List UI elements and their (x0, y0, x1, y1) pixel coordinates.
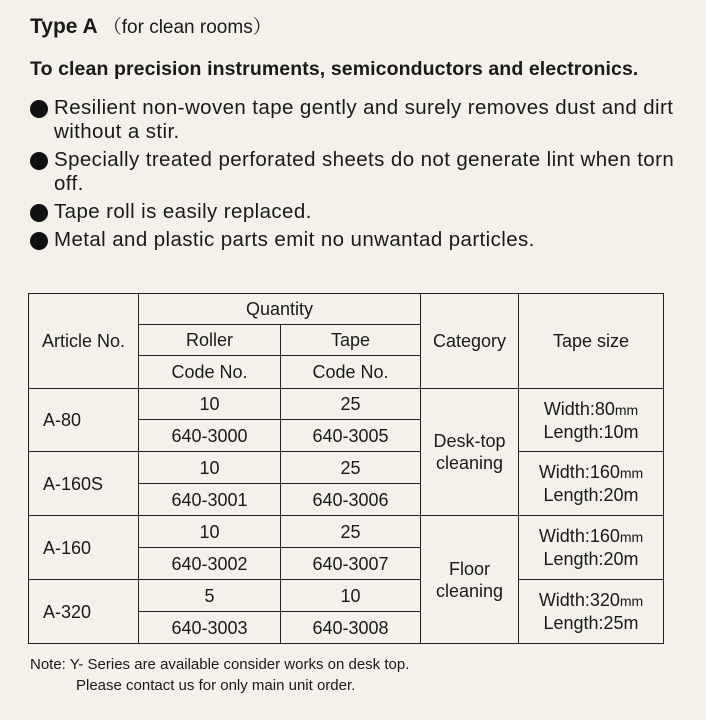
tape-qty-cell: 25 (281, 452, 421, 484)
bullet-dot-icon (30, 100, 48, 118)
tape-code-cell: 640-3006 (281, 484, 421, 516)
unit-mm: mm (614, 401, 639, 418)
category-line: Floor (448, 558, 490, 579)
tape-qty-cell: 10 (281, 580, 421, 612)
tape-code-cell: 640-3008 (281, 612, 421, 644)
table-row (29, 580, 664, 612)
tape-size-cell (519, 580, 664, 644)
feature-text: Specially treated perforated sheets do not generate lint when torn off. (54, 148, 675, 195)
feature-item (30, 228, 680, 252)
header-article: Article No. (29, 294, 139, 389)
tape-length: Length:10m (543, 421, 639, 442)
header-row (29, 294, 664, 325)
category-line: cleaning (435, 453, 504, 473)
category-line: cleaning (435, 580, 504, 601)
tape-length: Length:20m (543, 549, 639, 569)
category-cell-floor (421, 516, 519, 644)
roller-code-cell: 640-3000 (139, 420, 281, 452)
tape-size-cell (519, 516, 664, 580)
roller-code-cell: 640-3003 (139, 612, 281, 644)
feature-text: Resilient non-woven tape gently and surely removes dust and dirt without a stir. (54, 96, 674, 143)
header-roller: Roller (139, 325, 281, 356)
tape-size-cell (519, 389, 664, 452)
tape-width: Width:160 (538, 462, 620, 482)
feature-text: Metal and plastic parts emit no unwantad particles. (54, 228, 535, 251)
header-quantity: Quantity (139, 294, 421, 325)
header-tape-size: Tape size (519, 294, 664, 389)
note-line: Please contact us for only main unit order. (76, 677, 356, 694)
category-cell-desk-top (421, 389, 519, 516)
spec-table (28, 293, 664, 644)
roller-qty-cell: 5 (139, 580, 281, 612)
feature-item (30, 200, 680, 224)
tape-qty-cell: 25 (281, 389, 421, 420)
bullet-dot-icon (30, 204, 48, 222)
unit-mm: mm (619, 465, 644, 481)
table-row (29, 516, 664, 548)
category-line: Desk-top (433, 431, 506, 451)
tape-qty-cell: 25 (281, 516, 421, 548)
bullet-dot-icon (30, 152, 48, 170)
unit-mm: mm (619, 593, 644, 609)
article-cell: A-80 (29, 389, 139, 452)
title-main: Type A (30, 15, 97, 38)
article-cell: A-160S (29, 452, 139, 516)
roller-qty-cell: 10 (139, 516, 281, 548)
tape-code-cell: 640-3005 (281, 420, 421, 452)
roller-code-cell: 640-3002 (139, 548, 281, 580)
roller-qty-cell: 10 (139, 452, 281, 484)
article-cell: A-320 (29, 580, 139, 644)
unit-mm: mm (619, 529, 644, 545)
lead-sentence: To clean precision instruments, semiconductors and electronics. (30, 58, 639, 80)
article-cell: A-160 (29, 516, 139, 580)
page-title (30, 12, 272, 39)
roller-code-cell: 640-3001 (139, 484, 281, 516)
feature-text: Tape roll is easily replaced. (54, 200, 312, 223)
tape-width: Width:320 (538, 590, 620, 610)
bullet-dot-icon (30, 232, 48, 250)
tape-length: Length:25m (543, 613, 639, 633)
note-line: Note: Y- Series are available consider works on desk top. (30, 656, 410, 673)
table-row (29, 452, 664, 484)
feature-item (30, 96, 680, 144)
tape-width: Width:160 (538, 526, 620, 546)
feature-item (30, 148, 680, 196)
roller-qty-cell: 10 (139, 389, 281, 420)
header-tape: Tape (281, 325, 421, 356)
feature-list (30, 96, 680, 256)
header-roller-code: Code No. (139, 356, 281, 389)
title-subtitle: （for clean rooms） (102, 17, 272, 38)
tape-code-cell: 640-3007 (281, 548, 421, 580)
table-row (29, 389, 664, 420)
footnote (30, 654, 409, 696)
tape-size-cell (519, 452, 664, 516)
header-category: Category (421, 294, 519, 389)
header-tape-code: Code No. (281, 356, 421, 389)
tape-length: Length:20m (543, 485, 639, 505)
tape-width: Width:80 (543, 398, 615, 419)
